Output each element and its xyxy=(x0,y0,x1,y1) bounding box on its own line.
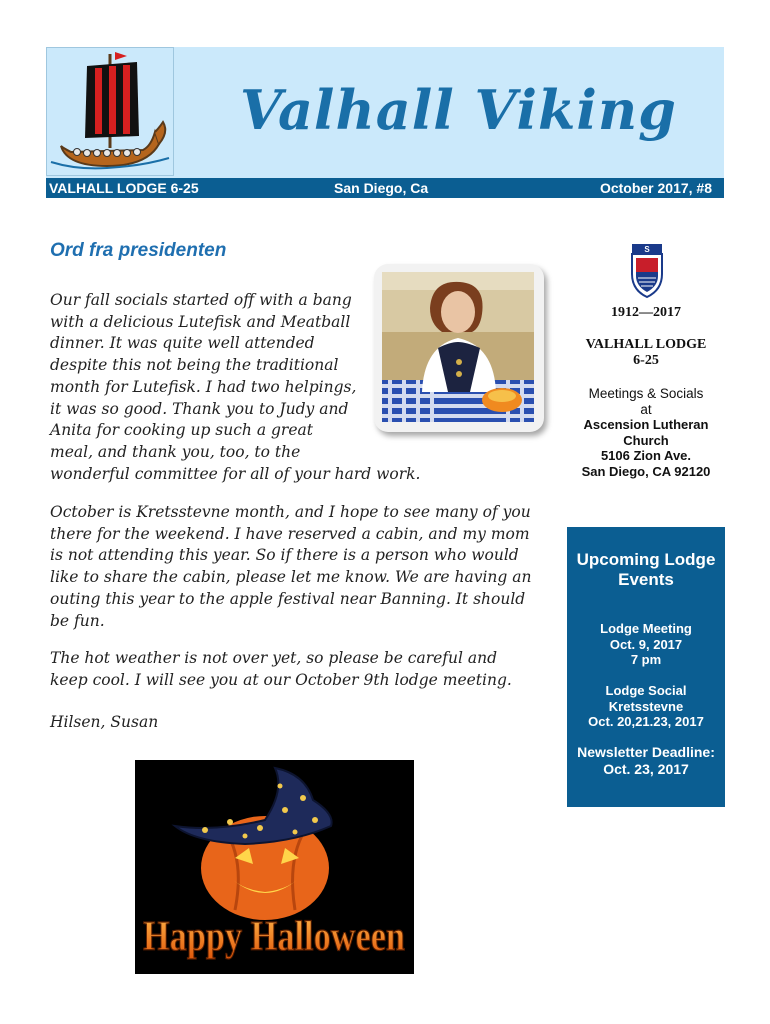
masthead-info-bar xyxy=(46,178,724,198)
paragraph-text: Our fall socials started off with a bang with a delicious Lutefisk and Meatball dinner. It was quite well attended despite this not being the traditional month for Lutefisk. I had two helpings, it was so good. Thank you to Judy and Anita for cooking up such a great meal, and thank you, too, to the wonderful committee for all of your hard work. xyxy=(50,291,421,483)
signature: Hilsen, Susan xyxy=(50,713,159,731)
upcoming-events-box xyxy=(567,527,725,807)
events-heading-line: Events xyxy=(618,570,674,589)
lodge-years: 1912—2017 xyxy=(611,305,681,320)
event-date: Oct. 20,21.23, 2017 xyxy=(588,714,704,729)
lodge-name-line: VALHALL LODGE xyxy=(585,337,707,352)
event-time: 7 pm xyxy=(630,652,662,667)
article-heading: Ord fra presidenten xyxy=(50,240,227,261)
venue-address xyxy=(568,417,724,479)
svg-text:S: S xyxy=(644,245,650,254)
article-paragraph: The hot weather is not over yet, so please be careful and keep cool. I will see you at our October 9th lodge meeting. xyxy=(50,649,512,689)
president-photo-frame xyxy=(374,264,544,432)
meetings-label xyxy=(568,386,724,417)
halloween-text: Happy Halloween xyxy=(143,914,405,960)
event-name: Kretsstevne xyxy=(608,698,684,714)
deadline-date: Oct. 23, 2017 xyxy=(603,761,689,777)
event-title: Lodge Meeting xyxy=(600,621,692,636)
events-heading-line: Upcoming Lodge xyxy=(576,550,716,569)
viking-ship-icon xyxy=(47,48,173,175)
witch-hat-icon xyxy=(175,768,332,844)
article-paragraph: October is Kretsstevne month, and I hope to see many of you there for the weekend. I have reserved a cabin, and my mom is not attending this year. So if there is a person who would like to share the cabin, please let me know. We are having an outing this year to the apple festival near Banning. It should be fun. xyxy=(50,503,532,630)
president-photo xyxy=(382,272,534,422)
venue-city: San Diego, CA 92120 xyxy=(581,463,711,479)
venue-street: 5106 Zion Ave. xyxy=(600,448,692,463)
venue-name: Ascension Lutheran xyxy=(583,417,709,432)
happy-halloween-image xyxy=(135,760,414,974)
sons-of-norway-emblem-icon xyxy=(630,242,664,298)
viking-ship-logo xyxy=(46,47,174,176)
event-social xyxy=(567,683,725,730)
meetings-line: Meetings & Socials xyxy=(588,386,704,401)
location: San Diego, Ca xyxy=(334,180,429,196)
issue-date: October 2017, #8 xyxy=(599,180,712,196)
newsletter-title: Valhall Viking xyxy=(240,78,677,142)
event-title: Lodge Social xyxy=(605,683,687,698)
deadline-label: Newsletter Deadline: xyxy=(577,744,715,760)
event-date: Oct. 9, 2017 xyxy=(609,636,683,652)
lodge-name: VALHALL LODGE 6-25 xyxy=(49,180,199,196)
newsletter-deadline xyxy=(567,744,725,778)
venue-name-2: Church xyxy=(623,432,669,448)
meetings-at: at xyxy=(640,401,652,417)
lodge-number-line: 6-25 xyxy=(633,353,659,368)
event-meeting xyxy=(567,621,725,668)
events-heading xyxy=(567,550,725,590)
